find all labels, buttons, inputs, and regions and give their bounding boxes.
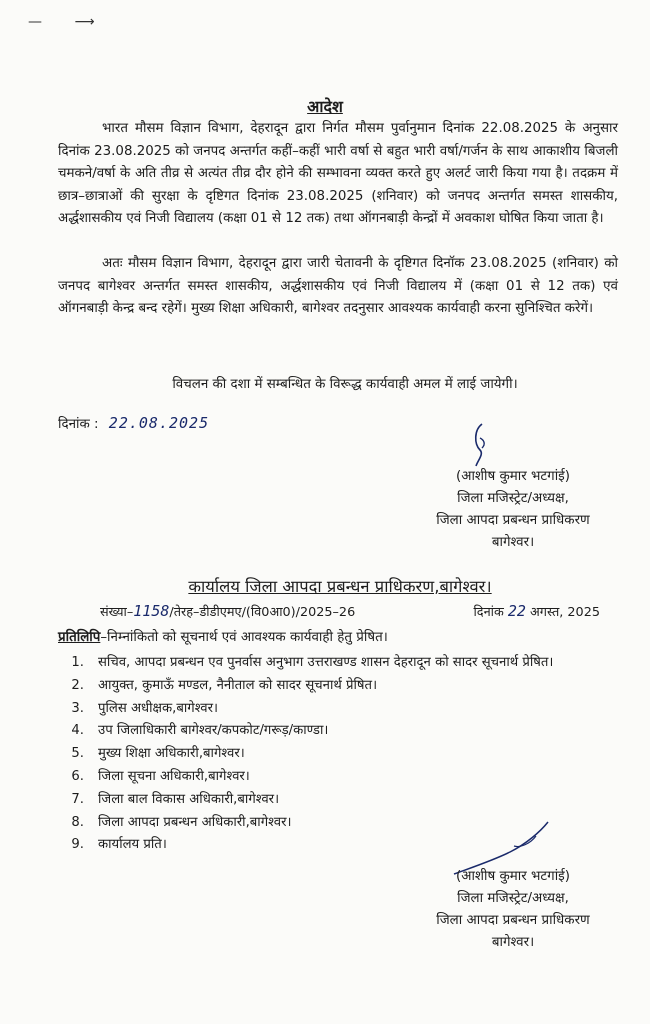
list-item-text: जिला बाल विकास अधिकारी,बागेश्वर। [98, 791, 280, 807]
reference-line [100, 602, 600, 620]
list-item-text: पुलिस अधीक्षक,बागेश्वर। [98, 700, 219, 716]
list-item-text: जिला सूचना अधिकारी,बागेश्वर। [98, 768, 250, 784]
list-item [58, 766, 618, 789]
order-paragraph-3: विचलन की दशा में सम्बन्धित के विरूद्ध कार्यवाही अमल में लाई जायेगी। [172, 377, 518, 392]
ref-suffix: /तेरह–डीडीएमए/(वि0आ0)/2025–26 [169, 605, 356, 620]
signature-block-2 [398, 866, 628, 954]
ref-date [473, 602, 600, 620]
order-title: आदेश [307, 97, 343, 116]
ref-date-rest: अगस्त, 2025 [530, 605, 600, 620]
signatory-name: (आशीष कुमार भटगांई) [456, 869, 570, 884]
list-item-text: सचिव, आपदा प्रबन्धन एव पुनर्वास अनुभाग उत्तराखण्ड शासन देहरादून को सादर सूचनार्थ प्रेषित। [98, 655, 554, 670]
signature-block-1 [398, 466, 628, 554]
signatory-place: बागेश्वर। [491, 935, 535, 950]
list-item-number: 1. [71, 655, 84, 670]
list-item [58, 675, 618, 698]
signatory-name: (आशीष कुमार भटगांई) [456, 469, 570, 484]
order-date [58, 414, 209, 432]
ref-number: 1158 [133, 602, 170, 620]
signatory-place: बागेश्वर। [491, 535, 535, 550]
office-title: कार्यालय जिला आपदा प्रबन्धन प्राधिकरण,बागेश्वर। [188, 577, 492, 596]
signature-mark-1 [462, 420, 502, 470]
copy-label: प्रतिलिपि [58, 630, 101, 645]
list-item [58, 789, 618, 812]
list-item [58, 720, 618, 743]
list-item-text: आयुक्त, कुमाऊँ मण्डल, नैनीताल को सादर सूचनार्थ प्रेषित। [98, 677, 378, 693]
signatory-authority: जिला आपदा प्रबन्धन प्राधिकरण [436, 513, 590, 528]
ref-prefix: संख्या– [100, 605, 134, 620]
list-item-text: मुख्य शिक्षा अधिकारी,बागेश्वर। [98, 746, 245, 762]
list-item-text: उप जिलाधिकारी बागेश्वर/कपकोट/गरूड़/काण्डा। [98, 723, 329, 739]
list-item [58, 652, 618, 675]
ref-date-prefix: दिनांक [473, 605, 504, 620]
list-item-text: कार्यालय प्रति। [98, 837, 167, 853]
list-item-number: 9. [71, 837, 84, 853]
ref-date-day: 22 [507, 602, 526, 620]
list-item-number: 4. [71, 723, 84, 739]
signatory-designation: जिला मजिस्ट्रेट/अध्यक्ष, [457, 891, 569, 906]
corner-marks: — ⟶ [28, 14, 109, 30]
list-item-number: 3. [71, 700, 84, 716]
list-item [58, 698, 618, 721]
order-date-value: 22.08.2025 [108, 414, 210, 432]
copy-intro: –निम्नांकितो को सूचनार्थ एवं आवश्यक कार्यवाही हेतु प्रेषित। [100, 630, 388, 645]
list-item-text: जिला आपदा प्रबन्धन अधिकारी,बागेश्वर। [98, 814, 292, 830]
copy-heading [58, 627, 388, 645]
list-item-number: 2. [71, 677, 84, 693]
list-item-number: 8. [71, 814, 84, 830]
order-paragraph-1: भारत मौसम विज्ञान विभाग, देहरादून द्वारा निर्गत मौसम पुर्वानुमान दिनांक 22.08.2025 के अनुसार दिनांक 23.08.2025 को जनपद अन्तर्गत कहीं–कहीं भारी वर्षा से बहुत भारी वर्षा/गर्जन के साथ आकाशीय बिजली चमकने/वर्षा के अति तीव्र से अत्यंत तीव्र दौर होने की सम्भावना व्यक्त करते हुए अलर्ट जारी किया गया है। तदक्रम में छात्र–छात्राओं की सुरक्षा के दृष्टिगत दिनांक 23.08.2025 (शनिवार) को जनपद अन्तर्गत समस्त शासकीय, अर्द्धशासकीय एवं निजी विद्यालय (कक्षा 01 से 12 तक) तथा ऑगनबाड़ी केन्द्रों में अवकाश घोषित किया जाता है। [58, 121, 618, 226]
list-item-number: 5. [71, 746, 84, 762]
order-date-label: दिनांक : [58, 417, 99, 432]
order-paragraph-2: अतः मौसम विज्ञान विभाग, देहरादून द्वारा जारी चेतावनी के दृष्टिगत दिनॉक 23.08.2025 (शनिवार) को जनपद बागेश्वर अन्तर्गत समस्त शासकीय, अर्द्धशासकीय एवं निजी विद्यालय में (कक्षा 01 से 12 तक) एवं ऑगनबाड़ी केन्द्र बन्द रहेगें। मुख्य शिक्षा अधिकारी, बागेश्वर तदनुसार आवश्यक कार्यवाही करना सुनिश्चित करेगें। [58, 256, 618, 316]
signatory-designation: जिला मजिस्ट्रेट/अध्यक्ष, [457, 491, 569, 506]
list-item [58, 743, 618, 766]
signatory-authority: जिला आपदा प्रबन्धन प्राधिकरण [436, 913, 590, 928]
list-item-number: 7. [71, 791, 84, 807]
list-item-number: 6. [71, 768, 84, 784]
